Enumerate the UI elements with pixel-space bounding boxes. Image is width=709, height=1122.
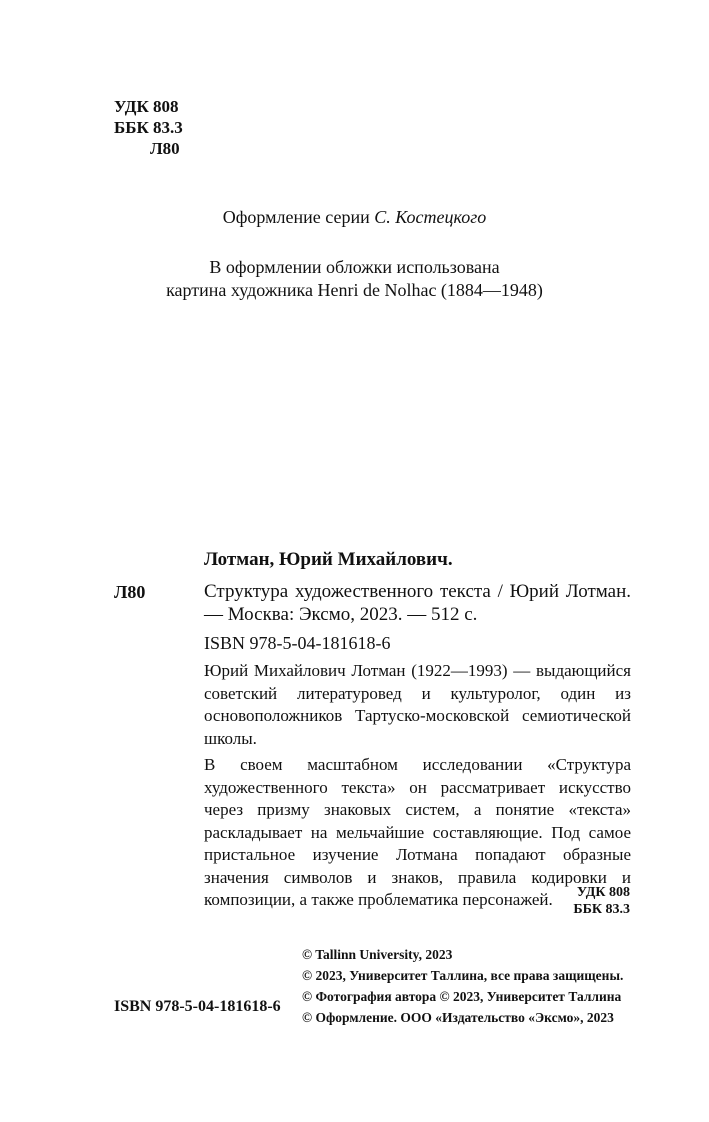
copyright-block [302, 944, 623, 1028]
annotation-paragraph-2: В своем масштабном исследовании «Структура художественного текста» он рассматривает искусство через призму знаковых систем, а понятие «текста» раскладывает на мельчайшие составляющие. Под самое пристальное изучение Лотмана попадают образные значения символов и знаков, правила кодировки и композиции, а также проблематика персонажей. [204, 755, 631, 909]
copyright-line: © Фотография автора © 2023, Университет Таллина [302, 989, 622, 1004]
catalog-udk: УДК 808 [576, 885, 630, 900]
classification-codes [114, 96, 183, 159]
catalog-bbk: ББК 83.3 [573, 902, 630, 917]
bbk-code: ББК 83.3 [114, 118, 183, 137]
copyright-line: © Tallinn University, 2023 [302, 947, 453, 962]
catalog-isbn: ISBN 978-5-04-181618-6 [204, 633, 391, 653]
catalog-author-mark: Л80 [114, 582, 146, 602]
udk-code: УДК 808 [114, 97, 179, 116]
series-design-label: Оформление серии [222, 207, 370, 227]
annotation-paragraph-1: Юрий Михайлович Лотман (1922—1993) — выдающийся советский литературовед и культуролог, один из основоположников Тартуско-московской семиотической школы. [204, 661, 631, 748]
series-design-credit [0, 206, 709, 228]
catalog-author: Лотман, Юрий Михайлович. [204, 549, 453, 570]
copyright-isbn: ISBN 978-5-04-181618-6 [114, 998, 281, 1015]
cover-note-line-1: В оформлении обложки использована [209, 257, 500, 277]
copyright-line: © Оформление. ООО «Издательство «Эксмо», 2023 [302, 1010, 614, 1025]
annotation [204, 660, 631, 912]
catalog-card-codes [540, 884, 630, 918]
copyright-line: © 2023, Университет Таллина, все права защищены. [302, 968, 624, 983]
bibliographic-description: Структура художественного текста / Юрий Лотман. — Москва: Эксмо, 2023. — 512 с. [204, 581, 631, 625]
cover-note-line-2: картина художника Henri de Nolhac (1884—1948) [166, 280, 543, 300]
cover-note [0, 256, 709, 302]
series-designer-name: С. Костецкого [374, 207, 487, 227]
author-mark: Л80 [150, 139, 180, 158]
